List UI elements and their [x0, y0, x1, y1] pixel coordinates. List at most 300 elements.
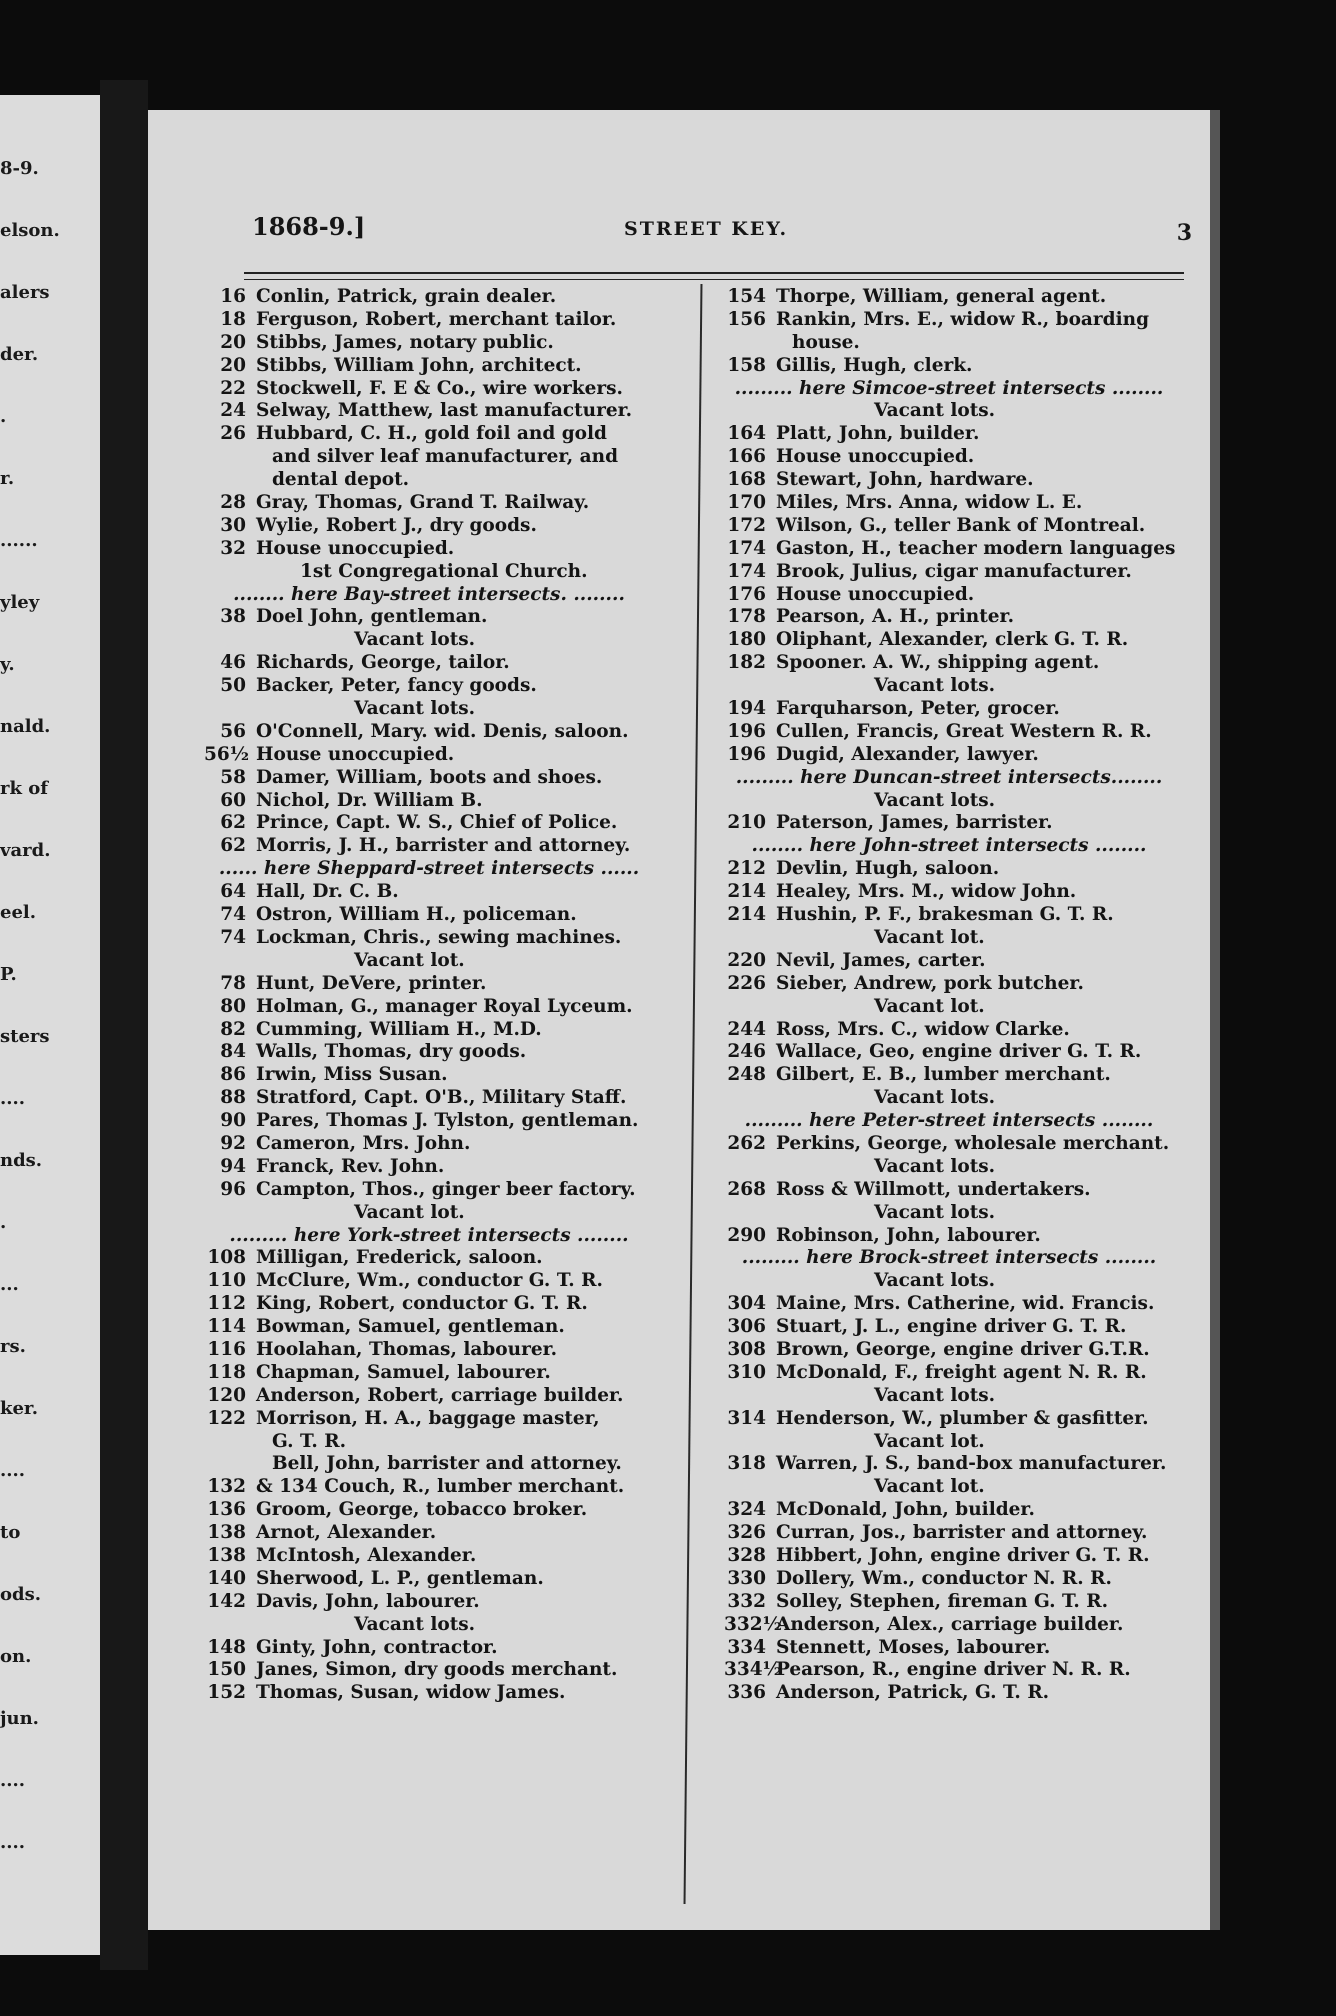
house-number: 334½	[724, 1659, 782, 1681]
resident-text: Sherwood, L. P., gentleman.	[256, 1567, 544, 1589]
house-number: 82	[220, 1018, 246, 1040]
house-number: 290	[727, 1224, 766, 1246]
resident-text: Damer, William, boots and shoes.	[256, 766, 603, 788]
resident-text: Irwin, Miss Susan.	[256, 1064, 448, 1086]
directory-page	[148, 110, 1210, 1930]
resident-text: Hall, Dr. C. B.	[256, 881, 399, 903]
entry-continuation: house.	[792, 331, 860, 353]
house-number: 166	[727, 446, 766, 468]
house-number: 56	[220, 720, 246, 742]
resident-text: Ostron, William H., policeman.	[256, 904, 577, 926]
left-column	[204, 286, 654, 1705]
adjacent-page-fragment-line: nald.	[0, 716, 51, 737]
resident-text: Anderson, Alex., carriage builder.	[776, 1613, 1124, 1635]
directory-entry	[724, 1019, 1174, 1042]
vacant-lots-line: Vacant lot.	[874, 1476, 985, 1498]
resident-text: Brown, George, engine driver G.T.R.	[776, 1338, 1150, 1360]
house-number: 142	[207, 1590, 246, 1612]
directory-entry	[204, 286, 654, 309]
directory-entry	[724, 1041, 1174, 1064]
vacant-lots-line: Vacant lots.	[354, 629, 476, 651]
page-edge	[1210, 110, 1220, 1930]
directory-entry	[204, 1087, 654, 1110]
house-number: 332	[727, 1590, 766, 1612]
resident-text: Prince, Capt. W. S., Chief of Police.	[256, 812, 618, 834]
directory-entry	[724, 950, 1174, 973]
directory-entry	[724, 973, 1174, 996]
entry-continuation: G. T. R.	[272, 1430, 347, 1452]
house-number: 22	[220, 377, 246, 399]
house-number: 90	[220, 1110, 246, 1132]
vacant-lots-line: Vacant lots.	[874, 1270, 996, 1292]
house-number: 30	[220, 514, 246, 536]
directory-entry	[204, 515, 654, 538]
house-number: 108	[207, 1247, 246, 1269]
house-number: 244	[727, 1018, 766, 1040]
resident-text: Pearson, A. H., printer.	[776, 606, 1015, 628]
house-number: 58	[220, 766, 246, 788]
resident-text: Anderson, Robert, carriage builder.	[256, 1384, 624, 1406]
resident-text: Miles, Mrs. Anna, widow L. E.	[776, 492, 1083, 514]
resident-text: Rankin, Mrs. E., widow R., boarding	[776, 308, 1150, 330]
resident-text: Bowman, Samuel, gentleman.	[256, 1316, 565, 1338]
resident-text: Anderson, Patrick, G. T. R.	[776, 1682, 1050, 1704]
resident-text: Stuart, J. L., engine driver G. T. R.	[776, 1316, 1127, 1338]
house-number: 174	[727, 537, 766, 559]
directory-entry	[204, 1110, 654, 1133]
directory-entry	[204, 1682, 654, 1705]
house-number: 332½	[724, 1613, 782, 1635]
directory-entry	[724, 1225, 1174, 1248]
resident-text: Gillis, Hugh, clerk.	[776, 354, 973, 376]
directory-entry	[204, 1637, 654, 1660]
adjacent-page-fragment-line: alers	[0, 282, 50, 303]
house-number: 262	[727, 1132, 766, 1154]
directory-entry	[204, 332, 654, 355]
house-number: 150	[207, 1659, 246, 1681]
directory-entry	[724, 1522, 1174, 1545]
directory-entry	[724, 1682, 1174, 1705]
directory-entry	[204, 400, 654, 423]
adjacent-page-fragment-line: 8-9.	[0, 158, 39, 179]
resident-text: Selway, Matthew, last manufacturer.	[256, 400, 633, 422]
directory-entry	[204, 355, 654, 378]
vacant-lots-line: Vacant lot.	[354, 1201, 465, 1223]
house-number: 122	[207, 1407, 246, 1429]
directory-entry	[724, 1591, 1174, 1614]
adjacent-page-fragment-line: ....	[0, 1460, 26, 1481]
directory-entry	[204, 812, 654, 835]
resident-text: House unoccupied.	[776, 446, 975, 468]
house-number: 84	[220, 1041, 246, 1063]
directory-entry	[204, 1659, 654, 1682]
vacant-lots-line: Vacant lots.	[354, 698, 476, 720]
house-number: 24	[220, 400, 246, 422]
resident-text: Thomas, Susan, widow James.	[256, 1682, 566, 1704]
adjacent-page-fragment-line: vard.	[0, 840, 51, 861]
header-year: 1868-9.]	[252, 212, 366, 241]
resident-text: Brook, Julius, cigar manufacturer.	[776, 560, 1132, 582]
house-number: 96	[220, 1178, 246, 1200]
directory-entry	[724, 1637, 1174, 1660]
vacant-lots-line: Vacant lot.	[874, 926, 985, 948]
adjacent-page-fragment-line: ....	[0, 1088, 26, 1109]
directory-entry	[724, 515, 1174, 538]
house-number: 304	[727, 1293, 766, 1315]
resident-text: Doel John, gentleman.	[256, 606, 488, 628]
directory-entry	[724, 423, 1174, 446]
header-title: STREET KEY.	[624, 218, 789, 240]
house-number: 174	[727, 560, 766, 582]
directory-entry	[724, 1293, 1174, 1316]
house-number: 194	[727, 698, 766, 720]
directory-entry	[204, 675, 654, 698]
resident-text: Pearson, R., engine driver N. R. R.	[776, 1659, 1131, 1681]
directory-entry	[204, 309, 654, 332]
directory-entry	[204, 1156, 654, 1179]
adjacent-page-fragment-line: to	[0, 1522, 21, 1543]
resident-text: Healey, Mrs. M., widow John.	[776, 881, 1077, 903]
resident-text: Cumming, William H., M.D.	[256, 1018, 542, 1040]
directory-entry	[204, 1270, 654, 1293]
resident-text: Cameron, Mrs. John.	[256, 1132, 471, 1154]
resident-text: Curran, Jos., barrister and attorney.	[776, 1522, 1148, 1544]
house-number: 16	[220, 286, 246, 307]
house-number: 120	[207, 1384, 246, 1406]
directory-entry	[724, 812, 1174, 835]
house-number: 62	[220, 812, 246, 834]
resident-text: Holman, G., manager Royal Lyceum.	[256, 995, 633, 1017]
adjacent-page-fragment-line: der.	[0, 344, 39, 365]
adjacent-page-fragment-line: jun.	[0, 1708, 39, 1729]
house-number: 38	[220, 606, 246, 628]
adjacent-page-fragment-line: r.	[0, 468, 15, 489]
adjacent-page-fragment-line: .	[0, 1212, 7, 1233]
house-number: 74	[220, 904, 246, 926]
adjacent-page-fragment-line: ker.	[0, 1398, 39, 1419]
house-number: 210	[727, 812, 766, 834]
house-number: 88	[220, 1087, 246, 1109]
directory-entry	[204, 1179, 654, 1202]
directory-entry	[204, 904, 654, 927]
resident-text: Stennett, Moses, labourer.	[776, 1636, 1051, 1658]
resident-text: Paterson, James, barrister.	[776, 812, 1053, 834]
resident-text: Perkins, George, wholesale merchant.	[776, 1132, 1170, 1154]
house-number: 138	[207, 1522, 246, 1544]
resident-text: McClure, Wm., conductor G. T. R.	[256, 1270, 603, 1292]
resident-text: Groom, George, tobacco broker.	[256, 1499, 588, 1521]
resident-text: Nevil, James, carter.	[776, 949, 986, 971]
house-number: 180	[727, 629, 766, 651]
adjacent-page-fragment-line: ....	[0, 1770, 26, 1791]
directory-entry	[724, 629, 1174, 652]
directory-entry	[204, 767, 654, 790]
resident-text: & 134 Couch, R., lumber merchant.	[256, 1476, 625, 1498]
directory-entry	[204, 1545, 654, 1568]
vacant-lots-line: Vacant lots.	[874, 400, 996, 422]
resident-text: McDonald, John, builder.	[776, 1499, 1035, 1521]
resident-text: Stratford, Capt. O'B., Military Staff.	[256, 1087, 627, 1109]
directory-entry	[204, 1408, 654, 1431]
resident-text: Walls, Thomas, dry goods.	[256, 1041, 527, 1063]
adjacent-page-fragment-line: nds.	[0, 1150, 43, 1171]
resident-text: House unoccupied.	[256, 743, 455, 765]
directory-entry	[724, 355, 1174, 378]
adjacent-page-fragment-line: .	[0, 406, 7, 427]
house-number: 114	[207, 1316, 246, 1338]
directory-entry	[204, 973, 654, 996]
directory-entry	[724, 652, 1174, 675]
adjacent-page-fragment-line: sters	[0, 1026, 50, 1047]
house-number: 246	[727, 1041, 766, 1063]
directory-entry	[724, 446, 1174, 469]
resident-text: Conlin, Patrick, grain dealer.	[256, 286, 557, 307]
adjacent-page-fragment-line: ....	[0, 1832, 26, 1853]
resident-text: Stewart, John, hardware.	[776, 469, 1034, 491]
house-number: 226	[727, 972, 766, 994]
house-number: 176	[727, 583, 766, 605]
resident-text: Henderson, W., plumber & gasfitter.	[776, 1407, 1149, 1429]
resident-text: Pares, Thomas J. Tylston, gentleman.	[256, 1110, 639, 1132]
street-intersection-line: ........ here Bay-street intersects. ........	[233, 583, 625, 605]
resident-text: Oliphant, Alexander, clerk G. T. R.	[776, 629, 1129, 651]
resident-text: Gaston, H., teacher modern languages	[776, 537, 1176, 559]
house-number: 92	[220, 1132, 246, 1154]
house-number: 172	[727, 514, 766, 536]
directory-entry	[204, 1362, 654, 1385]
resident-text: Franck, Rev. John.	[256, 1155, 445, 1177]
street-intersection-line: ......... here Brock-street intersects ........	[741, 1247, 1157, 1269]
directory-entry	[724, 1568, 1174, 1591]
resident-text: Stibbs, William John, architect.	[256, 354, 582, 376]
house-number: 328	[727, 1544, 766, 1566]
adjacent-page-fragment-line: elson.	[0, 220, 60, 241]
resident-text: Hushin, P. F., brakesman G. T. R.	[776, 904, 1114, 926]
directory-entry	[204, 881, 654, 904]
directory-entry	[204, 606, 654, 629]
house-number: 136	[207, 1499, 246, 1521]
street-intersection-line: ......... here Peter-street intersects ........	[744, 1110, 1154, 1132]
resident-text: Thorpe, William, general agent.	[776, 286, 1107, 307]
resident-text: Dollery, Wm., conductor N. R. R.	[776, 1567, 1112, 1589]
directory-entry	[724, 1362, 1174, 1385]
house-number: 152	[207, 1682, 246, 1704]
house-number: 132	[207, 1476, 246, 1498]
house-number: 314	[727, 1407, 766, 1429]
vacant-lots-line: Vacant lots.	[354, 1613, 476, 1635]
resident-text: Wallace, Geo, engine driver G. T. R.	[776, 1041, 1142, 1063]
adjacent-page-fragment-line: ...	[0, 1274, 19, 1295]
resident-text: Lockman, Chris., sewing machines.	[256, 926, 622, 948]
house-number: 220	[727, 949, 766, 971]
house-number: 182	[727, 652, 766, 674]
resident-text: Gray, Thomas, Grand T. Railway.	[256, 492, 590, 514]
adjacent-page-fragment-line: P.	[0, 964, 17, 985]
street-intersection-line: ......... here York-street intersects ........	[229, 1224, 629, 1246]
vacant-lots-line: Vacant lots.	[874, 1384, 996, 1406]
adjacent-page-fragment-line: y.	[0, 654, 15, 675]
house-number: 324	[727, 1499, 766, 1521]
house-number: 118	[207, 1361, 246, 1383]
resident-text: Campton, Thos., ginger beer factory.	[256, 1178, 636, 1200]
directory-entry	[204, 927, 654, 950]
resident-text: Richards, George, tailor.	[256, 652, 510, 674]
street-intersection-line: ........ here John-street intersects ........	[751, 835, 1147, 857]
house-number: 168	[727, 469, 766, 491]
resident-text: Solley, Stephen, fireman G. T. R.	[776, 1590, 1109, 1612]
resident-text: House unoccupied.	[256, 537, 455, 559]
resident-text: Dugid, Alexander, lawyer.	[776, 743, 1039, 765]
resident-text: Davis, John, labourer.	[256, 1590, 480, 1612]
directory-entry	[204, 1133, 654, 1156]
directory-entry	[204, 1339, 654, 1362]
directory-entry	[204, 423, 654, 446]
resident-text: Gilbert, E. B., lumber merchant.	[776, 1064, 1111, 1086]
resident-text: Wylie, Robert J., dry goods.	[256, 514, 537, 536]
resident-text: Ross, Mrs. C., widow Clarke.	[776, 1018, 1070, 1040]
house-number: 80	[220, 995, 246, 1017]
house-number: 20	[220, 354, 246, 376]
resident-text: Hibbert, John, engine driver G. T. R.	[776, 1544, 1150, 1566]
directory-entry	[204, 835, 654, 858]
house-number: 268	[727, 1178, 766, 1200]
directory-entry	[724, 698, 1174, 721]
house-number: 32	[220, 537, 246, 559]
vacant-lots-line: Vacant lots.	[874, 1087, 996, 1109]
house-number: 196	[727, 720, 766, 742]
directory-entry	[204, 1064, 654, 1087]
adjacent-page-fragment-line: rk of	[0, 778, 48, 799]
resident-text: Farquharson, Peter, grocer.	[776, 698, 1060, 720]
directory-entry	[724, 561, 1174, 584]
directory-entry	[724, 904, 1174, 927]
directory-entry	[204, 996, 654, 1019]
directory-entry	[204, 1247, 654, 1270]
resident-text: Hunt, DeVere, printer.	[256, 972, 487, 994]
street-intersection-line: ......... here Simcoe-street intersects ........	[734, 377, 1164, 399]
resident-text: Morrison, H. A., baggage master,	[256, 1407, 600, 1429]
house-number: 78	[220, 972, 246, 994]
resident-text: Milligan, Frederick, saloon.	[256, 1247, 543, 1269]
vacant-lots-line: Vacant lots.	[874, 789, 996, 811]
directory-entry	[204, 1591, 654, 1614]
directory-entry	[724, 584, 1174, 607]
vacant-lots-line: Vacant lot.	[874, 1430, 985, 1452]
resident-text: King, Robert, conductor G. T. R.	[256, 1293, 588, 1315]
directory-entry	[204, 744, 654, 767]
directory-entry	[724, 286, 1174, 309]
house-number: 214	[727, 881, 766, 903]
house-number: 94	[220, 1155, 246, 1177]
directory-entry	[204, 721, 654, 744]
vacant-lots-line: Vacant lot.	[874, 995, 985, 1017]
directory-entry	[204, 538, 654, 561]
house-number: 334	[727, 1636, 766, 1658]
vacant-lots-line: Vacant lots.	[874, 675, 996, 697]
house-number: 308	[727, 1338, 766, 1360]
directory-entry	[724, 721, 1174, 744]
resident-text: Chapman, Samuel, labourer.	[256, 1361, 551, 1383]
book-gutter	[100, 80, 148, 1970]
right-column	[724, 286, 1174, 1705]
house-number: 248	[727, 1064, 766, 1086]
resident-text: Robinson, John, labourer.	[776, 1224, 1041, 1246]
house-number: 62	[220, 835, 246, 857]
house-number: 56½	[204, 743, 250, 765]
adjacent-page-fragment-line: eel.	[0, 902, 37, 923]
house-number: 156	[727, 308, 766, 330]
house-number: 138	[207, 1544, 246, 1566]
header-rule	[244, 272, 1184, 280]
resident-text: Ginty, John, contractor.	[256, 1636, 498, 1658]
directory-entry	[724, 1408, 1174, 1431]
resident-text: Ferguson, Robert, merchant tailor.	[256, 308, 617, 330]
directory-entry	[204, 1522, 654, 1545]
entry-continuation: dental depot.	[272, 469, 410, 491]
directory-entry	[724, 1133, 1174, 1156]
house-number: 26	[220, 423, 246, 445]
resident-text: Ross & Willmott, undertakers.	[776, 1178, 1091, 1200]
directory-entry	[204, 1019, 654, 1042]
directory-entry	[724, 309, 1174, 332]
directory-entry	[204, 1476, 654, 1499]
directory-entry	[724, 1179, 1174, 1202]
resident-text: Hoolahan, Thomas, labourer.	[256, 1338, 558, 1360]
directory-entry	[724, 492, 1174, 515]
street-intersection-line: ...... here Sheppard-street intersects ......	[218, 858, 640, 880]
directory-entry	[204, 1041, 654, 1064]
house-number: 330	[727, 1567, 766, 1589]
house-number: 164	[727, 423, 766, 445]
directory-entry	[204, 790, 654, 813]
resident-text: Stibbs, James, notary public.	[256, 331, 554, 353]
directory-entry	[724, 538, 1174, 561]
directory-entry	[204, 492, 654, 515]
adjacent-page-fragment-line: ......	[0, 530, 38, 551]
resident-text: Nichol, Dr. William B.	[256, 789, 483, 811]
directory-entry	[204, 1293, 654, 1316]
vacant-lots-line: Vacant lot.	[354, 949, 465, 971]
resident-text: Morris, J. H., barrister and attorney.	[256, 835, 631, 857]
house-number: 196	[727, 743, 766, 765]
vacant-lots-line: Vacant lots.	[874, 1155, 996, 1177]
directory-entry	[204, 1316, 654, 1339]
house-number: 116	[207, 1338, 246, 1360]
house-number: 60	[220, 789, 246, 811]
house-number: 112	[207, 1293, 246, 1315]
church-line: 1st Congregational Church.	[300, 560, 588, 582]
resident-text: Maine, Mrs. Catherine, wid. Francis.	[776, 1293, 1155, 1315]
house-number: 50	[220, 675, 246, 697]
resident-text: Devlin, Hugh, saloon.	[776, 858, 1000, 880]
house-number: 148	[207, 1636, 246, 1658]
entry-continuation: Bell, John, barrister and attorney.	[272, 1453, 622, 1475]
directory-entry	[724, 858, 1174, 881]
adjacent-page-fragment-line: yley	[0, 592, 40, 613]
resident-text: Wilson, G., teller Bank of Montreal.	[776, 514, 1146, 536]
directory-entry	[724, 744, 1174, 767]
directory-entry	[724, 1453, 1174, 1476]
house-number: 336	[727, 1682, 766, 1704]
directory-entry	[724, 1316, 1174, 1339]
directory-entry	[724, 1614, 1174, 1637]
directory-entry	[724, 469, 1174, 492]
directory-entry	[204, 378, 654, 401]
resident-text: Platt, John, builder.	[776, 423, 980, 445]
directory-entry	[724, 1339, 1174, 1362]
directory-entry	[204, 1568, 654, 1591]
resident-text: House unoccupied.	[776, 583, 975, 605]
